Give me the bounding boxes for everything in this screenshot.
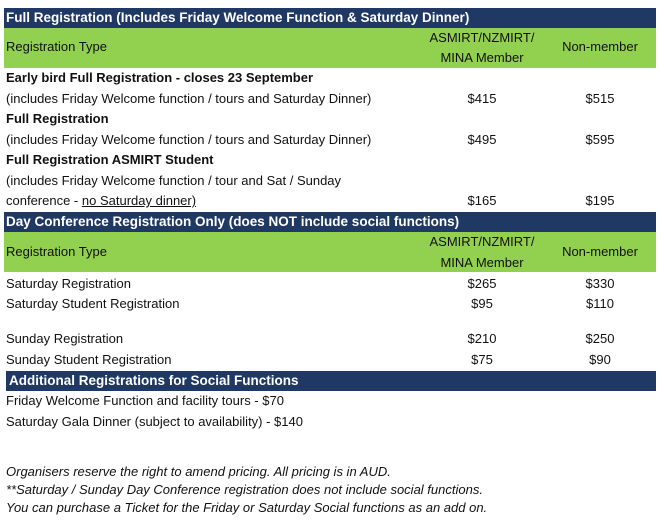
s2-row1-label: Saturday Registration: [6, 276, 132, 291]
s2-row3-member-price: $210: [467, 331, 497, 346]
s2-row4-member-price: $75: [471, 352, 493, 367]
section2-header-type: Registration Type: [6, 244, 107, 259]
s1-row3-member-price: $165: [467, 193, 497, 208]
s1-row3-desc-line1: (includes Friday Welcome function / tour and Sat / Sunday: [6, 173, 342, 188]
s1-row1-non-member-price: $515: [585, 91, 615, 106]
s2-row1-member-price: $265: [467, 276, 497, 291]
s1-row3-desc-line2: [6, 192, 196, 210]
s2-row1-non-member-price: $330: [585, 276, 615, 291]
s1-row3-desc-line2-underlined: no Saturday dinner): [81, 193, 197, 208]
section2-title: Day Conference Registration Only (does NOT include social functions): [6, 214, 460, 229]
s1-row2-desc: (includes Friday Welcome function / tours and Saturday Dinner): [6, 132, 372, 147]
s2-row4-non-member-price: $90: [589, 352, 611, 367]
s1-row2-member-price: $495: [467, 132, 497, 147]
s1-row1-member-price: $415: [467, 91, 497, 106]
section3-item-1: Friday Welcome Function and facility tours - $70: [6, 393, 284, 408]
section3-title: Additional Registrations for Social Functions: [9, 373, 299, 388]
s2-row4-label: Sunday Student Registration: [6, 352, 172, 367]
s2-row2-non-member-price: $110: [586, 296, 614, 311]
s1-row3-non-member-price: $195: [585, 193, 615, 208]
note-1: Organisers reserve the right to amend pricing. All pricing is in AUD.: [6, 464, 391, 479]
s2-row3-non-member-price: $250: [585, 331, 615, 346]
section1-title: Full Registration (Includes Friday Welcome Function & Saturday Dinner): [6, 10, 470, 25]
s1-row3-desc-line2-a: conference -: [6, 193, 82, 208]
section2-header-member-1: ASMIRT/NZMIRT/: [429, 234, 535, 249]
note-3: You can purchase a Ticket for the Friday or Saturday Social functions as an add on.: [6, 500, 488, 515]
section3-item-2: Saturday Gala Dinner (subject to availability) - $140: [6, 414, 303, 429]
note-2: **Saturday / Sunday Day Conference registration does not include social functions.: [6, 482, 483, 497]
s1-row1-desc: (includes Friday Welcome function / tours and Saturday Dinner): [6, 91, 372, 106]
section1-header-type: Registration Type: [6, 39, 107, 54]
s1-row3-title: Full Registration ASMIRT Student: [6, 152, 214, 167]
s2-row2-label: Saturday Student Registration: [6, 296, 180, 311]
s1-row2-non-member-price: $595: [585, 132, 615, 147]
section2-header-member-2: MINA Member: [440, 255, 524, 270]
section2-header-non-member: Non-member: [562, 244, 638, 259]
section1-header-member-1: ASMIRT/NZMIRT/: [429, 30, 535, 45]
section1-header-non-member: Non-member: [562, 39, 638, 54]
section1-header-member-2: MINA Member: [440, 50, 524, 65]
s1-row1-title: Early bird Full Registration - closes 23 September: [6, 70, 314, 85]
s1-row2-title: Full Registration: [6, 111, 109, 126]
s2-row3-label: Sunday Registration: [6, 331, 124, 346]
s2-row2-member-price: $95: [471, 296, 493, 311]
